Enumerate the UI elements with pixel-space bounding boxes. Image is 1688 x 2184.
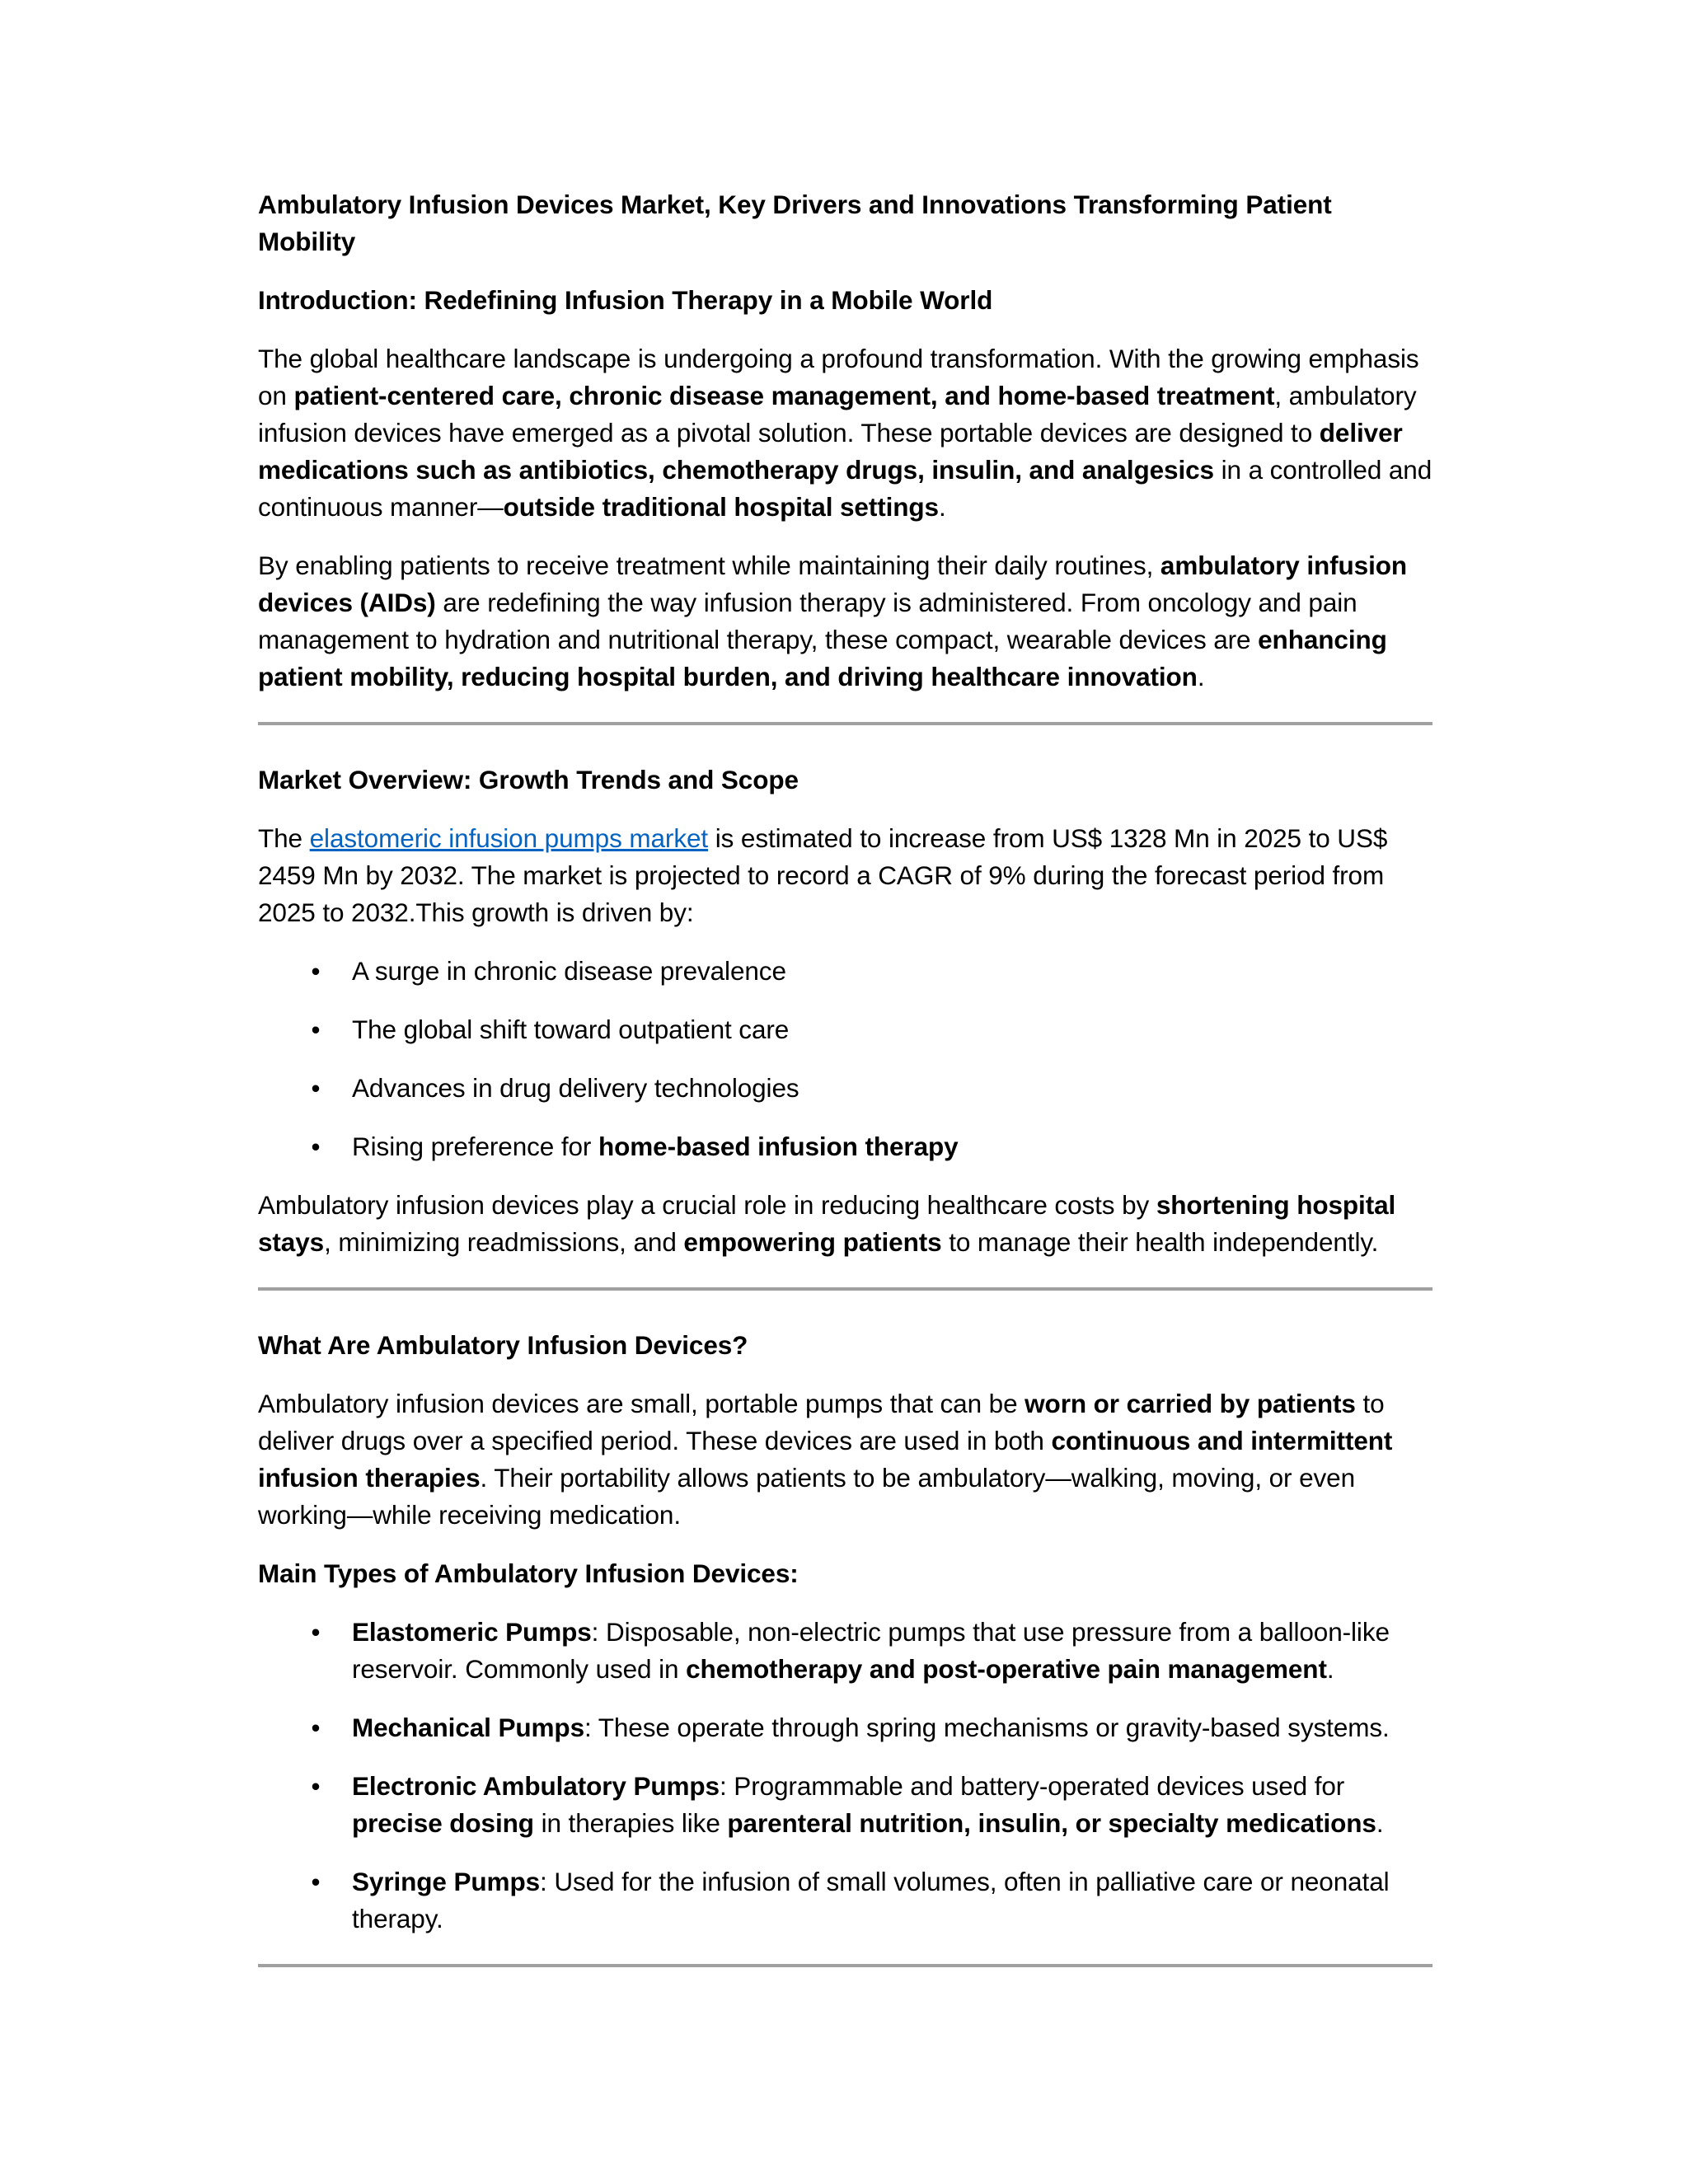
device-types-list bbox=[258, 1614, 1432, 1938]
elastomeric-pumps-market-link[interactable]: elastomeric infusion pumps market bbox=[309, 823, 709, 853]
bullet-icon: • bbox=[311, 1132, 321, 1161]
growth-drivers-list bbox=[258, 953, 1432, 1165]
bullet-icon: • bbox=[311, 1867, 321, 1896]
intro-heading: Introduction: Redefining Infusion Therapy in a Mobile World bbox=[258, 285, 993, 315]
intro-paragraph-1: The global healthcare landscape is undergoing a profound transformation. With the growing emphasis on patient-centered care, chronic disease management, and home-based treatment, ambulatory infusion devices have emerged as a pivotal solution. These portable devices are designed to deliver medications such as antibiotics, chemotherapy drugs, insulin, and analgesics in a controlled and continuous manner—outside traditional hospital settings. bbox=[258, 344, 1432, 522]
bullet-icon: • bbox=[311, 1771, 321, 1801]
list-item: • Elastomeric Pumps: Disposable, non-electric pumps that use pressure from a balloon-like reservoir. Commonly used in chemotherapy and post-operative pain management. bbox=[258, 1614, 1432, 1688]
list-item: • Mechanical Pumps: These operate through spring mechanisms or gravity-based systems. bbox=[258, 1709, 1432, 1746]
list-item: • The global shift toward outpatient care bbox=[258, 1011, 1432, 1048]
intro-paragraph-2: By enabling patients to receive treatment while maintaining their daily routines, ambulatory infusion devices (AIDs) are redefining the way infusion therapy is administered. From oncology and pain management to hydration and nutritional therapy, these compact, wearable devices are enhancing patient mobility, reducing hospital burden, and driving healthcare innovation. bbox=[258, 551, 1408, 691]
overview-paragraph-2: Ambulatory infusion devices play a crucial role in reducing healthcare costs by shortening hospital stays, minimizing readmissions, and empowering patients to manage their health independently. bbox=[258, 1190, 1396, 1257]
overview-heading: Market Overview: Growth Trends and Scope bbox=[258, 765, 799, 794]
types-heading: Main Types of Ambulatory Infusion Devices: bbox=[258, 1558, 799, 1588]
list-item: • Advances in drug delivery technologies bbox=[258, 1070, 1432, 1107]
document-title: Ambulatory Infusion Devices Market, Key Drivers and Innovations Transforming Patient Mobility bbox=[258, 190, 1332, 256]
bullet-icon: • bbox=[311, 956, 321, 986]
list-item: • Electronic Ambulatory Pumps: Programmable and battery-operated devices used for precise dosing in therapies like parenteral nutrition, insulin, or specialty medications. bbox=[258, 1768, 1432, 1842]
overview-paragraph-1: The elastomeric infusion pumps market is estimated to increase from US$ 1328 Mn in 2025 to US$ 2459 Mn by 2032. The market is projected to record a CAGR of 9% during the forecast period from 2025 to 2032.This growth is driven by: bbox=[258, 823, 1388, 927]
bullet-icon: • bbox=[311, 1617, 321, 1647]
what-paragraph-1: Ambulatory infusion devices are small, portable pumps that can be worn or carried by patients to deliver drugs over a specified period. These devices are used in both continuous and intermittent infusion therapies. Their portability allows patients to be ambulatory—walking, moving, or even working—while receiving medication. bbox=[258, 1389, 1393, 1530]
bullet-icon: • bbox=[311, 1073, 321, 1103]
list-item: • Syringe Pumps: Used for the infusion of small volumes, often in palliative care or neonatal therapy. bbox=[258, 1863, 1432, 1938]
what-heading: What Are Ambulatory Infusion Devices? bbox=[258, 1330, 748, 1360]
section-divider bbox=[258, 1964, 1432, 1967]
section-divider bbox=[258, 1287, 1432, 1291]
bullet-icon: • bbox=[311, 1015, 321, 1044]
list-item: • A surge in chronic disease prevalence bbox=[258, 953, 1432, 990]
document-page bbox=[258, 186, 1432, 1967]
section-divider bbox=[258, 722, 1432, 725]
list-item: • Rising preference for home-based infusion therapy bbox=[258, 1128, 1432, 1165]
bullet-icon: • bbox=[311, 1713, 321, 1742]
